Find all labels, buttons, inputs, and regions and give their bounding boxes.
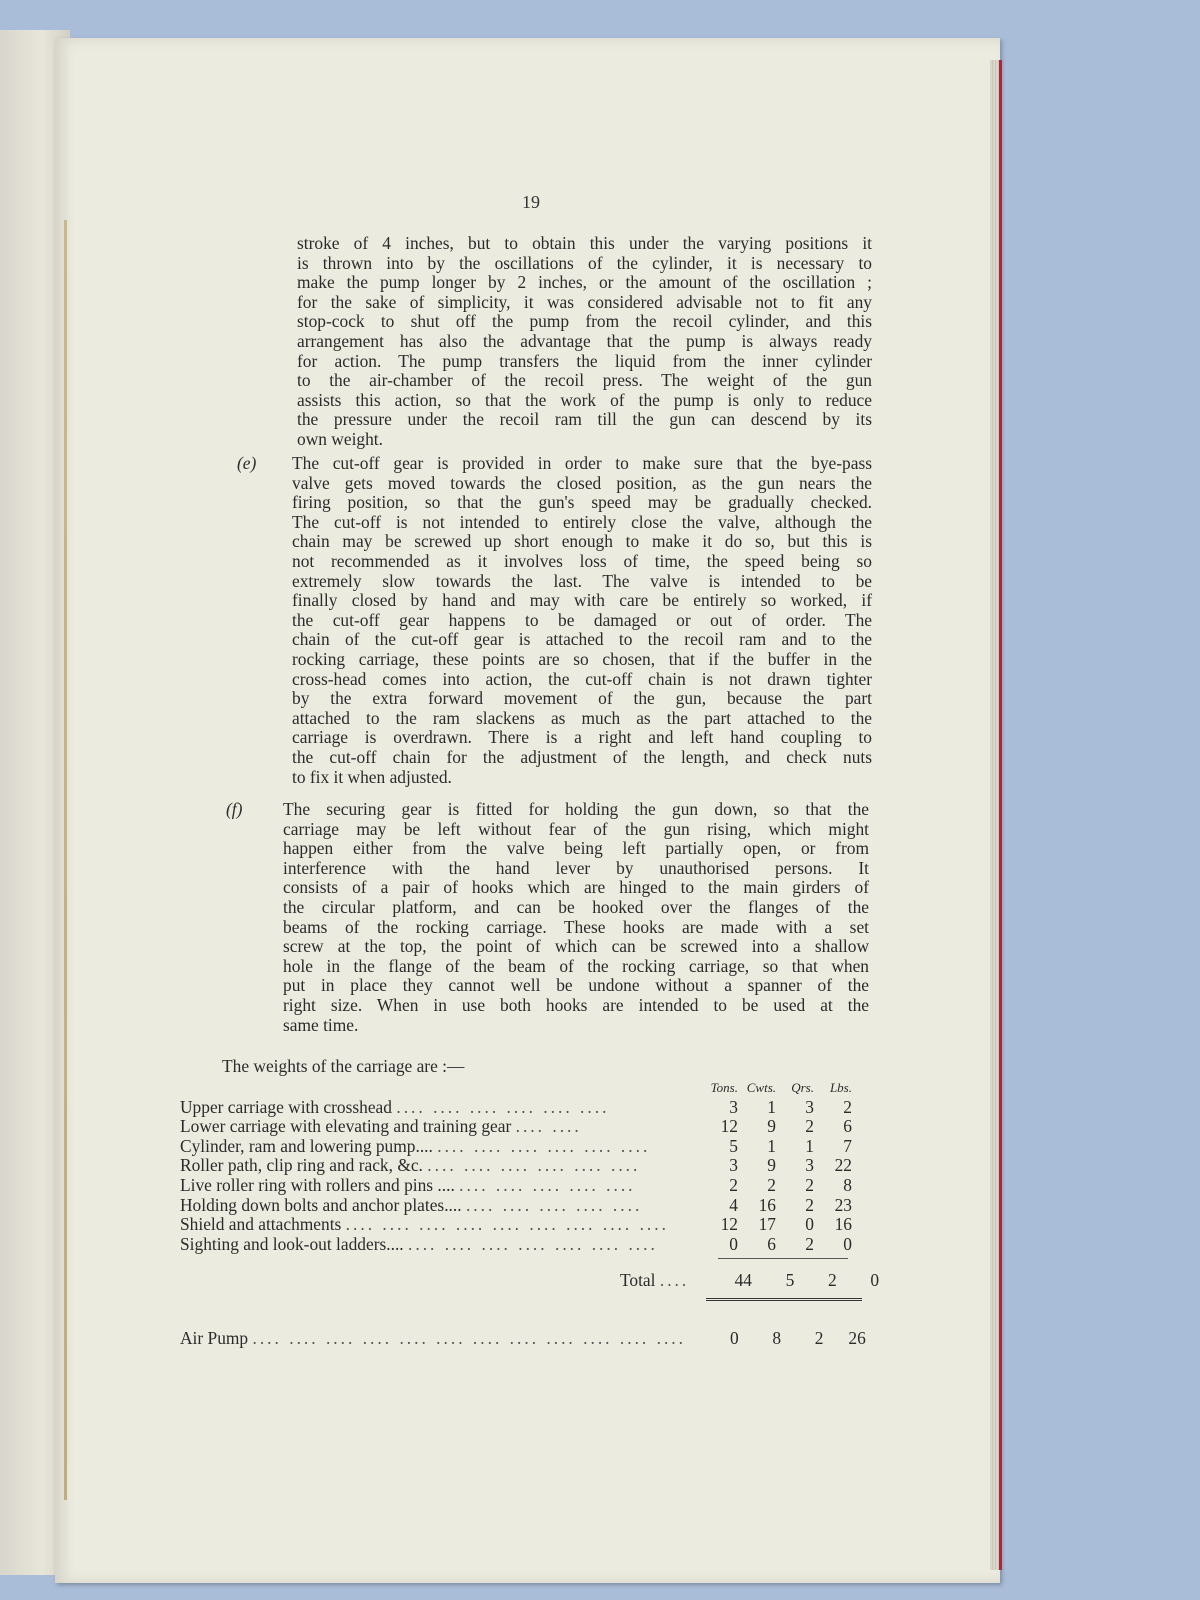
- paragraph-f: [283, 800, 869, 1035]
- paragraph-e-line: The cut-off gear is provided in order to make sure that the bye-pass: [292, 453, 872, 473]
- paragraph-e-line: carriage is overdrawn. There is a right and left hand coupling to: [292, 727, 872, 748]
- paragraph-e-line: chain may be screwed up short enough to make it do so, but this is: [292, 531, 872, 552]
- continuation-line: assists this action, so that the work of the pump is only to reduce: [297, 389, 872, 410]
- header-cwts: Cwts.: [746, 1080, 776, 1095]
- weights-row: [180, 1098, 852, 1118]
- total-lbs: 0: [870, 1270, 880, 1290]
- weight-qrs: 3: [805, 1155, 814, 1176]
- air-pump-tons: 0: [730, 1328, 739, 1348]
- continuation-line: the pressure under the recoil ram till the gun can descend by its: [297, 409, 872, 430]
- paragraph-f-line: carriage may be left without fear of the gun rising, which might: [283, 818, 869, 839]
- paragraph-f-line: beams of the rocking carriage. These hooks are made with a set: [283, 916, 869, 937]
- weight-lbs: 7: [843, 1135, 852, 1156]
- weight-qrs: 2: [805, 1174, 814, 1195]
- weights-row: [180, 1137, 852, 1157]
- weight-cwts: 1: [767, 1096, 776, 1117]
- weight-cwts: 6: [767, 1233, 776, 1254]
- total-tons: 44: [734, 1270, 752, 1290]
- weight-tons: 5: [729, 1135, 738, 1156]
- leader-dots: .... .... .... .... .... ....: [437, 1136, 651, 1156]
- weights-item-label: Live roller ring with rollers and pins ....: [180, 1175, 455, 1195]
- leader-dots: .... .... .... .... .... ....: [427, 1156, 641, 1176]
- weight-lbs: 2: [843, 1096, 852, 1117]
- paragraph-e-line: attached to the ram slackens as much as the part attached to the: [292, 707, 872, 728]
- paragraph-e-line: extremely slow towards the last. The valve is intended to be: [292, 570, 872, 591]
- paragraph-f-line: right size. When in use both hooks are intended to be used at the: [283, 994, 869, 1015]
- header-tons: Tons.: [710, 1080, 738, 1095]
- paragraph-continuation: [297, 234, 872, 450]
- weight-lbs: 22: [834, 1155, 852, 1176]
- weight-tons: 3: [729, 1096, 738, 1117]
- paragraph-label-e: (e): [237, 453, 257, 473]
- total-row: [620, 1270, 879, 1291]
- air-pump-lbs: 26: [848, 1328, 866, 1348]
- weight-qrs: 2: [805, 1194, 814, 1215]
- binding-thread: [64, 220, 67, 1500]
- weights-row: [180, 1156, 852, 1176]
- paragraph-e-line: the cut-off chain for the adjustment of the length, and check nuts: [292, 746, 872, 767]
- weights-item-label: Cylinder, ram and lowering pump....: [180, 1136, 433, 1156]
- leader-dots: .... .... .... .... ....: [465, 1195, 643, 1215]
- weight-cwts: 16: [758, 1194, 776, 1215]
- continuation-line: stroke of 4 inches, but to obtain this under the varying positions it: [297, 233, 872, 253]
- weight-lbs: 8: [843, 1174, 852, 1195]
- weight-qrs: 3: [805, 1096, 814, 1117]
- weight-cwts: 2: [767, 1174, 776, 1195]
- paragraph-f-line: same time.: [283, 1014, 359, 1035]
- weight-qrs: 2: [805, 1233, 814, 1254]
- paragraph-e-line: by the extra forward movement of the gun, because the part: [292, 688, 872, 709]
- paragraph-f-line: happen either from the valve being left partially open, or from: [283, 838, 869, 859]
- paragraph-f-line: The securing gear is fitted for holding the gun down, so that the: [283, 799, 869, 819]
- weight-cwts: 1: [767, 1135, 776, 1156]
- continuation-line: is thrown into by the oscillations of the cylinder, it is necessary to: [297, 252, 872, 273]
- continuation-line: for action. The pump transfers the liquid from the inner cylinder: [297, 350, 872, 371]
- weights-item-label: Holding down bolts and anchor plates....: [180, 1195, 462, 1215]
- paragraph-f-line: put in place they cannot well be undone without a spanner of the: [283, 975, 869, 996]
- paragraph-f-line: hole in the flange of the beam of the rocking carriage, so that when: [283, 955, 869, 976]
- total-label: Total: [620, 1270, 656, 1290]
- continuation-line: stop-cock to shut off the pump from the recoil cylinder, and this: [297, 311, 872, 332]
- air-pump-label: Air Pump: [180, 1328, 249, 1348]
- subtotal-rule: [718, 1258, 848, 1259]
- leader-dots: .... ....: [515, 1117, 582, 1137]
- weights-item-label: Upper carriage with crosshead: [180, 1097, 392, 1117]
- paragraph-e-line: not recommended as it involves loss of time, the speed being so: [292, 550, 872, 571]
- continuation-line: own weight.: [297, 428, 383, 449]
- page-edges: [990, 60, 1002, 1570]
- paragraph-e-line: The cut-off is not intended to entirely close the valve, although the: [292, 511, 872, 532]
- weights-table: [180, 1078, 852, 1254]
- weights-row: [180, 1235, 852, 1255]
- air-pump-row: [180, 1328, 866, 1349]
- paragraph-f-line: screw at the top, the point of which can be screwed into a shallow: [283, 936, 869, 957]
- paragraph-e-line: finally closed by hand and may with care be entirely so worked, if: [292, 590, 872, 611]
- paragraph-e-line: the cut-off gear happens to be damaged or out of order. The: [292, 609, 872, 630]
- weight-lbs: 23: [834, 1194, 852, 1215]
- weight-cwts: 9: [767, 1155, 776, 1176]
- weight-lbs: 0: [843, 1233, 852, 1254]
- total-double-rule: [706, 1298, 862, 1303]
- total-cwts: 5: [785, 1270, 795, 1290]
- air-pump-qrs: 2: [814, 1328, 824, 1348]
- header-lbs: Lbs.: [829, 1080, 852, 1095]
- leader-dots: .... .... .... .... .... .... .... .... ....: [345, 1215, 669, 1235]
- weight-qrs: 0: [805, 1214, 814, 1235]
- air-pump-dots: .... .... .... .... .... .... .... .... .... .... .... ....: [252, 1328, 686, 1348]
- leader-dots: .... .... .... .... .... ....: [396, 1097, 610, 1117]
- weights-row: [180, 1215, 852, 1235]
- total-dots: ....: [659, 1270, 690, 1290]
- paragraph-label-f: (f): [226, 799, 243, 819]
- weights-item-label: Shield and attachments: [180, 1215, 342, 1235]
- weight-tons: 2: [729, 1174, 738, 1195]
- weight-tons: 4: [729, 1194, 738, 1215]
- weights-row: [180, 1176, 852, 1196]
- weight-qrs: 2: [805, 1116, 814, 1137]
- paragraph-e: [292, 454, 872, 787]
- weight-cwts: 17: [758, 1214, 776, 1235]
- weights-intro: The weights of the carriage are :—: [222, 1056, 465, 1076]
- paragraph-e-line: chain of the cut-off gear is attached to the recoil ram and to the: [292, 629, 872, 650]
- weight-tons: 3: [729, 1155, 738, 1176]
- leader-dots: .... .... .... .... .... .... ....: [408, 1234, 658, 1254]
- weights-item-label: Roller path, clip ring and rack, &c.: [180, 1156, 423, 1176]
- weight-lbs: 16: [834, 1214, 852, 1235]
- weights-item-label: Sighting and look-out ladders....: [180, 1234, 404, 1254]
- weights-header-row: [180, 1078, 852, 1098]
- paragraph-f-line: interference with the hand lever by unauthorised persons. It: [283, 857, 869, 878]
- weight-tons: 12: [720, 1214, 738, 1235]
- weight-tons: 0: [729, 1233, 738, 1254]
- air-pump-cwts: 8: [772, 1328, 782, 1348]
- weights-item-label: Lower carriage with elevating and training gear: [180, 1117, 512, 1137]
- paragraph-e-line: cross-head comes into action, the cut-off chain is not drawn tighter: [292, 668, 872, 689]
- paragraph-e-line: to fix it when adjusted.: [292, 766, 452, 787]
- paragraph-f-line: consists of a pair of hooks which are hinged to the main girders of: [283, 877, 869, 898]
- continuation-line: make the pump longer by 2 inches, or the amount of the oscillation ;: [297, 272, 872, 293]
- paragraph-e-line: firing position, so that the gun's speed may be gradually checked.: [292, 492, 872, 513]
- weight-lbs: 6: [843, 1116, 852, 1137]
- paragraph-e-line: valve gets moved towards the closed position, as the gun nears the: [292, 472, 872, 493]
- continuation-line: to the air-chamber of the recoil press. The weight of the gun: [297, 370, 872, 391]
- continuation-line: arrangement has also the advantage that the pump is always ready: [297, 330, 872, 351]
- total-qrs: 2: [827, 1270, 837, 1290]
- weight-qrs: 1: [805, 1135, 814, 1156]
- continuation-line: for the sake of simplicity, it was considered advisable not to fit any: [297, 291, 872, 312]
- paragraph-e-line: rocking carriage, these points are so chosen, that if the buffer in the: [292, 648, 872, 669]
- weights-row: [180, 1196, 852, 1216]
- page-number: 19: [522, 192, 540, 212]
- leader-dots: .... .... .... .... ....: [459, 1175, 636, 1195]
- weight-tons: 12: [720, 1116, 738, 1137]
- header-qrs: Qrs.: [791, 1080, 814, 1095]
- weights-row: [180, 1117, 852, 1137]
- paragraph-f-line: the circular platform, and can be hooked over the flanges of the: [283, 896, 869, 917]
- weight-cwts: 9: [767, 1116, 776, 1137]
